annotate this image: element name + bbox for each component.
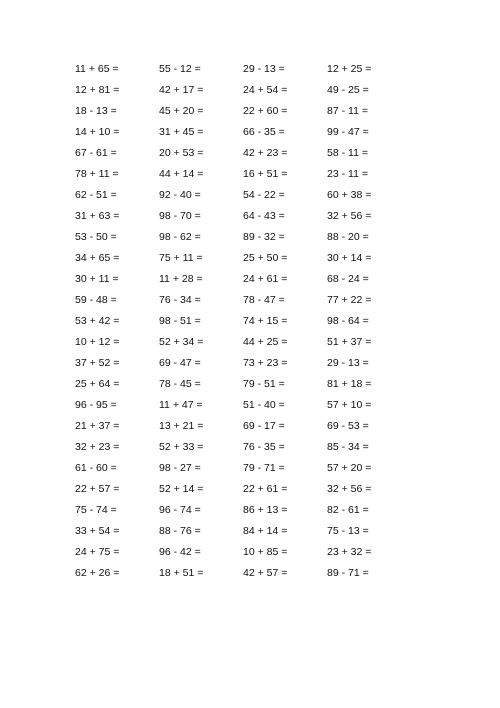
problem-row [0, 269, 500, 290]
math-problem: 96 - 42 = [159, 546, 201, 558]
math-problem: 53 + 42 = [75, 315, 120, 327]
math-problem: 51 - 40 = [243, 399, 285, 411]
math-problem: 76 - 34 = [159, 294, 201, 306]
problem-row [0, 101, 500, 122]
math-problem: 29 - 13 = [243, 63, 285, 75]
math-problem: 67 - 61 = [75, 147, 117, 159]
math-problem: 18 + 51 = [159, 567, 204, 579]
problem-row [0, 374, 500, 395]
math-problem: 42 + 23 = [243, 147, 288, 159]
math-problem: 30 + 14 = [327, 252, 372, 264]
math-problem: 14 + 10 = [75, 126, 120, 138]
math-problem: 24 + 75 = [75, 546, 120, 558]
math-problem: 69 - 53 = [327, 420, 369, 432]
problem-row [0, 437, 500, 458]
math-problem: 84 + 14 = [243, 525, 288, 537]
problem-row [0, 248, 500, 269]
math-problem: 13 + 21 = [159, 420, 204, 432]
math-problem: 96 - 74 = [159, 504, 201, 516]
math-problem: 78 + 11 = [75, 168, 119, 180]
problem-row [0, 185, 500, 206]
math-problem: 57 + 20 = [327, 462, 372, 474]
math-problem: 24 + 61 = [243, 273, 288, 285]
math-problem: 86 + 13 = [243, 504, 288, 516]
math-problem: 82 - 61 = [327, 504, 369, 516]
problem-row [0, 563, 500, 584]
math-problem: 44 + 25 = [243, 336, 288, 348]
problem-row [0, 500, 500, 521]
math-problem: 61 - 60 = [75, 462, 117, 474]
math-problem: 20 + 53 = [159, 147, 204, 159]
problem-row [0, 206, 500, 227]
math-problem: 45 + 20 = [159, 105, 204, 117]
math-problem: 66 - 35 = [243, 126, 285, 138]
math-problem: 54 - 22 = [243, 189, 285, 201]
math-problem: 32 + 56 = [327, 210, 372, 222]
math-problem: 42 + 17 = [159, 84, 204, 96]
math-problem: 75 + 11 = [159, 252, 203, 264]
math-problem: 49 - 25 = [327, 84, 369, 96]
math-problem: 11 + 28 = [159, 273, 203, 285]
math-problem: 74 + 15 = [243, 315, 288, 327]
problem-row [0, 80, 500, 101]
math-problem: 98 - 64 = [327, 315, 369, 327]
math-problem: 23 - 11 = [327, 168, 368, 180]
math-problem: 12 + 25 = [327, 63, 372, 75]
math-problem: 85 - 34 = [327, 441, 369, 453]
math-problem: 30 + 11 = [75, 273, 119, 285]
math-problem: 88 - 20 = [327, 231, 369, 243]
math-problem: 22 + 57 = [75, 483, 120, 495]
math-problem: 98 - 27 = [159, 462, 201, 474]
math-problem: 77 + 22 = [327, 294, 372, 306]
math-problem: 73 + 23 = [243, 357, 288, 369]
problem-row [0, 395, 500, 416]
math-problem: 92 - 40 = [159, 189, 201, 201]
math-problem: 62 + 26 = [75, 567, 120, 579]
math-problem: 52 + 34 = [159, 336, 204, 348]
math-problem: 75 - 74 = [75, 504, 117, 516]
math-problem: 12 + 81 = [75, 84, 120, 96]
math-problem: 79 - 51 = [243, 378, 285, 390]
math-problem: 52 + 33 = [159, 441, 204, 453]
math-problem: 62 - 51 = [75, 189, 117, 201]
math-problem: 89 - 71 = [327, 567, 369, 579]
math-problem: 11 + 47 = [159, 399, 203, 411]
problem-row [0, 59, 500, 80]
math-problem: 79 - 71 = [243, 462, 285, 474]
math-problem: 53 - 50 = [75, 231, 117, 243]
math-problem: 31 + 45 = [159, 126, 204, 138]
math-problem: 55 - 12 = [159, 63, 201, 75]
math-problem: 68 - 24 = [327, 273, 369, 285]
math-problem: 22 + 61 = [243, 483, 288, 495]
math-problem: 32 + 23 = [75, 441, 120, 453]
problem-row [0, 542, 500, 563]
problem-row [0, 122, 500, 143]
math-problem: 78 - 45 = [159, 378, 201, 390]
math-problem: 99 - 47 = [327, 126, 369, 138]
math-problem: 29 - 13 = [327, 357, 369, 369]
math-problem: 23 + 32 = [327, 546, 372, 558]
problem-row [0, 164, 500, 185]
math-problem: 98 - 70 = [159, 210, 201, 222]
math-problem: 11 + 65 = [75, 63, 119, 75]
math-problem: 10 + 85 = [243, 546, 288, 558]
problem-row [0, 521, 500, 542]
math-problem: 21 + 37 = [75, 420, 120, 432]
problem-row [0, 416, 500, 437]
math-problem: 22 + 60 = [243, 105, 288, 117]
math-problem: 60 + 38 = [327, 189, 372, 201]
math-problem: 57 + 10 = [327, 399, 372, 411]
math-problem: 78 - 47 = [243, 294, 285, 306]
math-problem: 87 - 11 = [327, 105, 368, 117]
math-problem: 96 - 95 = [75, 399, 117, 411]
math-problem: 98 - 62 = [159, 231, 201, 243]
problem-row [0, 332, 500, 353]
math-problem: 37 + 52 = [75, 357, 120, 369]
math-problem: 42 + 57 = [243, 567, 288, 579]
math-problem: 75 - 13 = [327, 525, 369, 537]
math-problem: 10 + 12 = [75, 336, 120, 348]
math-problem: 24 + 54 = [243, 84, 288, 96]
math-problem: 25 + 64 = [75, 378, 120, 390]
problem-row [0, 227, 500, 248]
math-problem: 89 - 32 = [243, 231, 285, 243]
math-problem: 25 + 50 = [243, 252, 288, 264]
math-problem: 18 - 13 = [75, 105, 117, 117]
math-problem: 69 - 17 = [243, 420, 285, 432]
math-problem: 58 - 11 = [327, 147, 368, 159]
problem-row [0, 311, 500, 332]
math-problem: 52 + 14 = [159, 483, 204, 495]
problem-row [0, 353, 500, 374]
problem-row [0, 143, 500, 164]
math-problem: 44 + 14 = [159, 168, 204, 180]
math-problem: 76 - 35 = [243, 441, 285, 453]
math-problem: 59 - 48 = [75, 294, 117, 306]
math-problem: 64 - 43 = [243, 210, 285, 222]
math-problem: 16 + 51 = [243, 168, 288, 180]
problem-row [0, 479, 500, 500]
math-problem: 69 - 47 = [159, 357, 201, 369]
math-problem: 34 + 65 = [75, 252, 120, 264]
problem-row [0, 458, 500, 479]
arithmetic-worksheet [0, 59, 500, 584]
math-problem: 33 + 54 = [75, 525, 120, 537]
math-problem: 32 + 56 = [327, 483, 372, 495]
math-problem: 51 + 37 = [327, 336, 372, 348]
problem-row [0, 290, 500, 311]
math-problem: 88 - 76 = [159, 525, 201, 537]
math-problem: 81 + 18 = [327, 378, 372, 390]
math-problem: 98 - 51 = [159, 315, 201, 327]
math-problem: 31 + 63 = [75, 210, 120, 222]
